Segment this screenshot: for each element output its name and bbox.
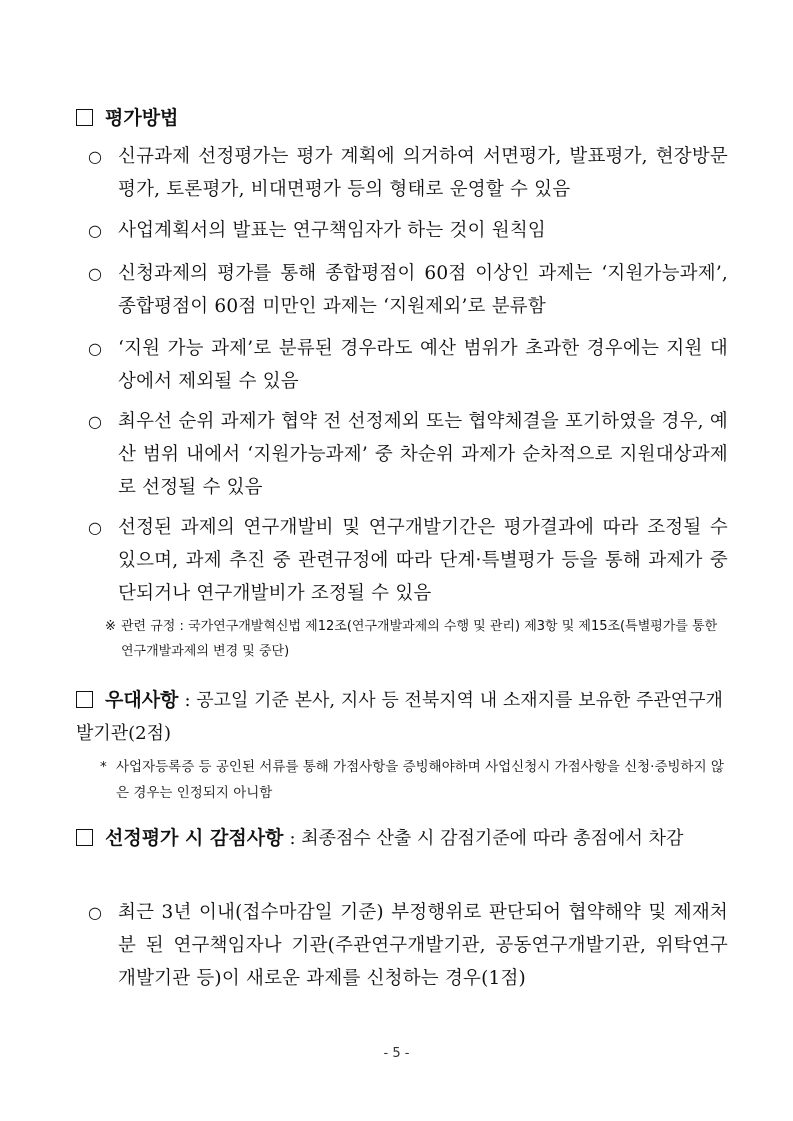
checkbox-square-icon <box>76 691 93 708</box>
checkbox-square-icon <box>76 829 93 846</box>
list-item <box>88 214 728 247</box>
list-item-text: ‘지원 가능 과제’로 분류된 경우라도 예산 범위가 초과한 경우에는 지원 대상에서 제외될 수 있음 <box>118 338 728 392</box>
note-text: 관련 규정 : 국가연구개발혁신법 제12조(연구개발과제의 수행 및 관리) 제3항 및 제15조(특별평가를 통한 연구개발과제의 변경 및 중단) <box>121 619 718 659</box>
circle-bullet-icon: ○ <box>88 903 103 922</box>
section-title: 평가방법 <box>105 107 179 129</box>
section-description: : 공고일 기준 본사, 지사 등 전북지역 내 소재지를 보유한 주관연구개발기관(2점) <box>76 690 723 744</box>
asterisk-icon: * <box>100 759 107 775</box>
circle-bullet-icon: ○ <box>88 221 103 240</box>
circle-bullet-icon: ○ <box>88 518 103 537</box>
list-item-text: 최우선 순위 과제가 협약 전 선정제외 또는 협약체결을 포기하였을 경우, 예산 범위 내에서 ‘지원가능과제’ 중 차순위 과제가 순차적으로 지원대상과제로 선정될 수 있음 <box>118 411 728 498</box>
list-item-text: 신청과제의 평가를 통해 종합평점이 60점 이상인 과제는 ‘지원가능과제’, 종합평점이 60점 미만인 과제는 ‘지원제외’로 분류함 <box>118 263 728 317</box>
circle-bullet-icon: ○ <box>88 412 103 431</box>
list-item <box>88 511 728 610</box>
circle-bullet-icon: ○ <box>88 339 103 358</box>
reference-mark-icon: ※ <box>105 619 116 634</box>
section-description: : 최종점수 산출 시 감점기준에 따라 총점에서 차감 <box>289 828 684 849</box>
section-evaluation-method <box>76 102 726 134</box>
section-preference <box>76 684 726 750</box>
circle-bullet-icon: ○ <box>88 147 103 166</box>
section-deductions <box>76 822 726 855</box>
section-title: 선정평가 시 감점사항 <box>105 827 284 849</box>
checkbox-square-icon <box>76 109 93 126</box>
list-item <box>88 405 728 504</box>
list-item-text: 사업계획서의 발표는 연구책임자가 하는 것이 원칙임 <box>118 220 546 241</box>
footnote <box>100 754 725 806</box>
list-item <box>88 140 728 206</box>
list-item-text: 최근 3년 이내(접수마감일 기준) 부정행위로 판단되어 협약해약 및 제재처분 된 연구책임자나 기관(주관연구개발기관, 공동연구개발기관, 위탁연구개발기관 등)이 새로운 과제를 신청하는 경우(1점) <box>118 902 728 989</box>
list-item-text: 신규과제 선정평가는 평가 계획에 의거하여 서면평가, 발표평가, 현장방문평가, 토론평가, 비대면평가 등의 형태로 운영할 수 있음 <box>118 146 728 200</box>
footnote-text: 사업자등록증 등 공인된 서류를 통해 가점사항을 증빙해야하며 사업신청시 가점사항을 신청·증빙하지 않은 경우는 인정되지 아니함 <box>116 759 724 801</box>
section-title: 우대사항 <box>105 689 179 711</box>
list-item <box>88 896 728 995</box>
circle-bullet-icon: ○ <box>88 264 103 283</box>
list-item-text: 선정된 과제의 연구개발비 및 연구개발기간은 평가결과에 따라 조정될 수 있으며, 과제 추진 중 관련규정에 따라 단계·특별평가 등을 통해 과제가 중단되거나 연구개발비가 조정될 수 있음 <box>118 517 728 604</box>
page-number: - 5 - <box>383 1046 410 1061</box>
regulation-note <box>105 614 725 664</box>
list-item <box>88 332 728 398</box>
list-item <box>88 257 728 323</box>
